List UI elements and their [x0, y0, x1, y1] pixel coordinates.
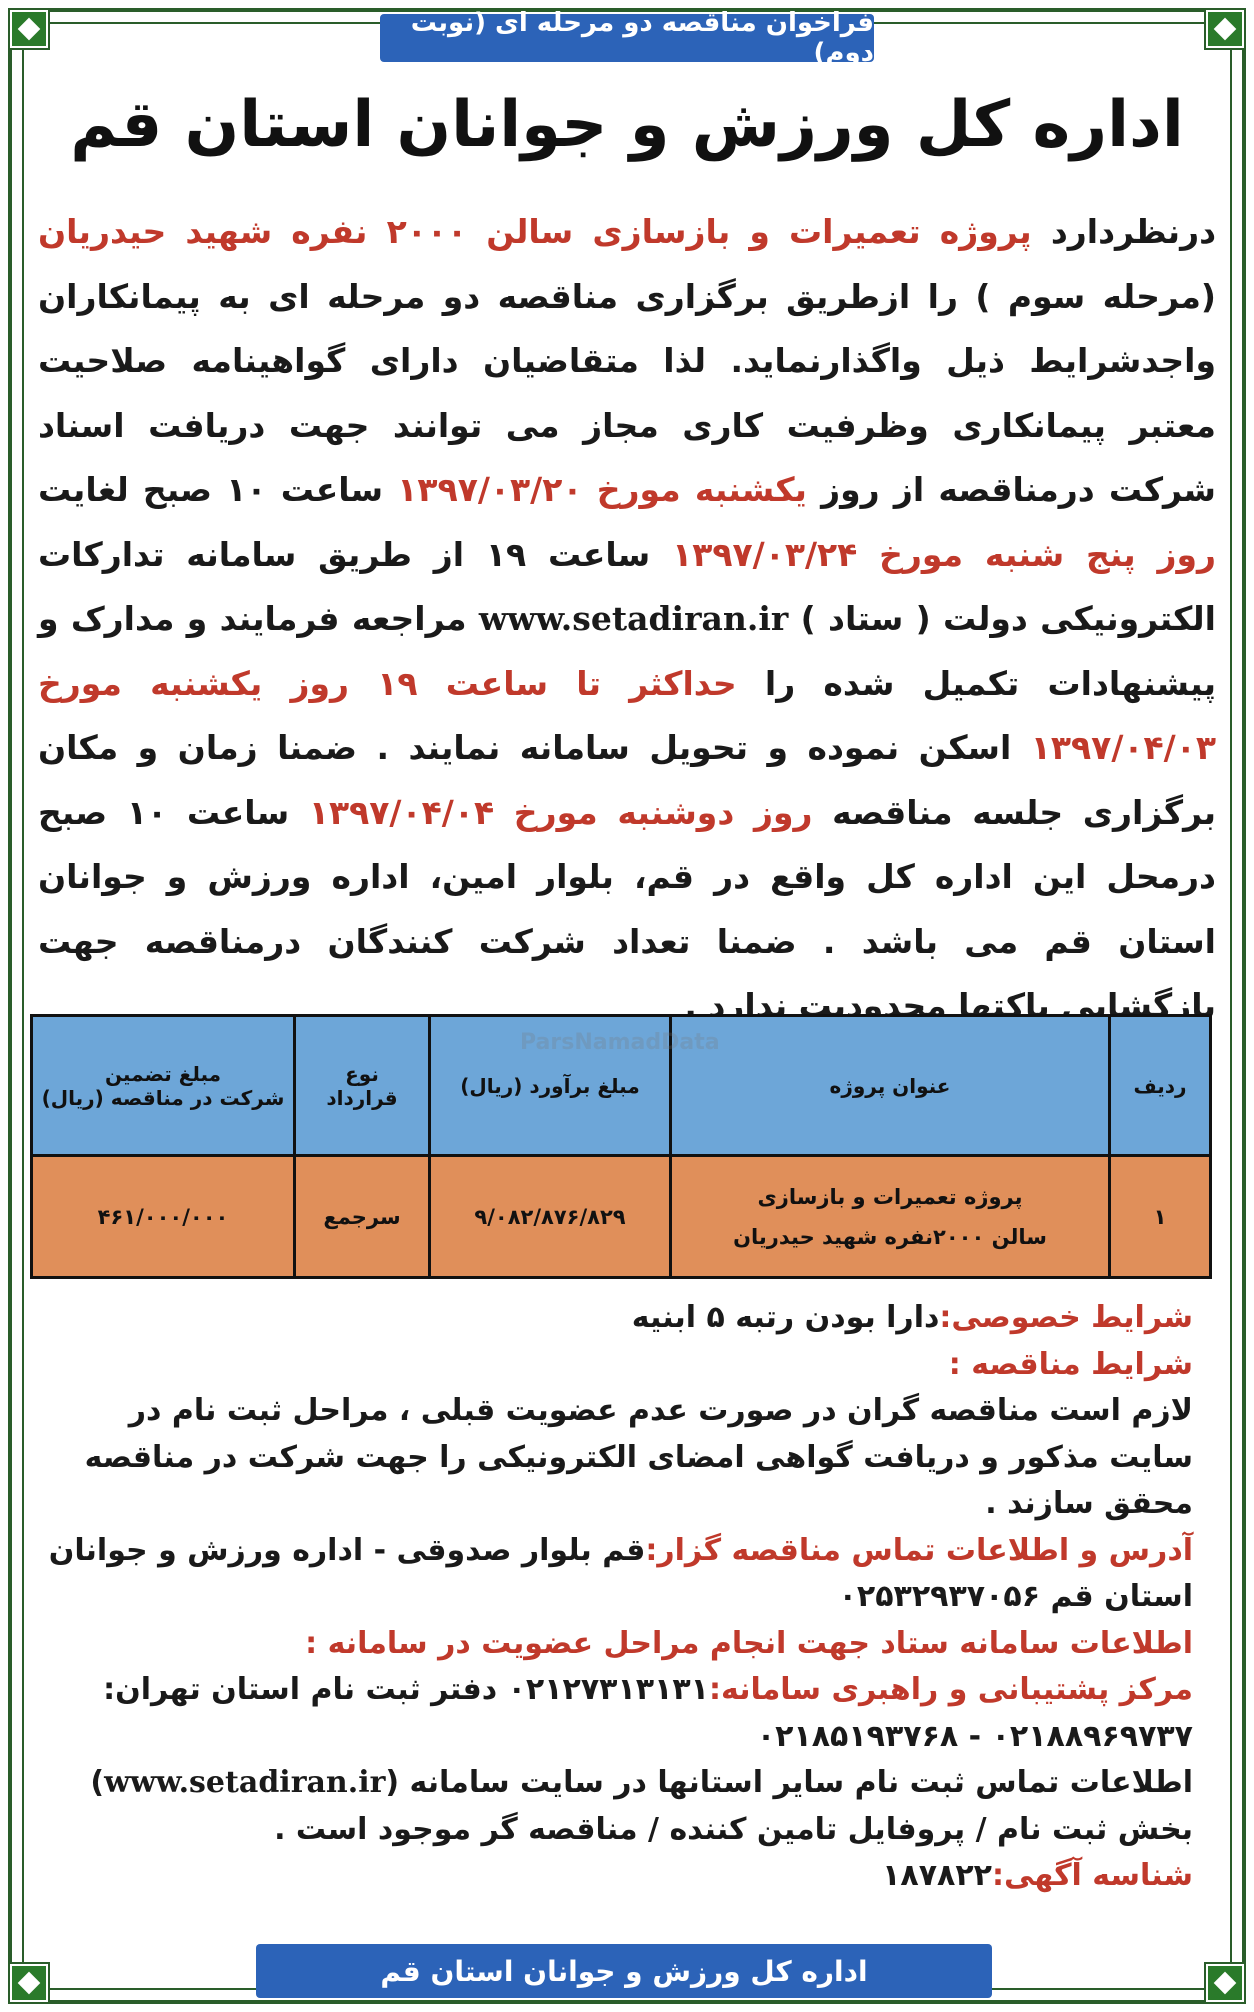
header-contract-type [295, 1016, 430, 1156]
tender-conditions-label: شرایط مناقصه : [948, 1346, 1193, 1382]
special-conditions-label: شرایط خصوصی: [939, 1300, 1193, 1335]
header-contract-type-line2: قرارداد [326, 1085, 398, 1110]
header-project-title: عنوان پروژه [671, 1016, 1110, 1156]
header-estimate: مبلغ برآورد (ریال) [430, 1016, 671, 1156]
page-title: اداره کل ورزش و جوانان استان قم [70, 88, 1184, 162]
top-banner: فراخوان مناقصه دو مرحله ای (نوبت دوم) [380, 14, 874, 62]
header-guarantee-line2: شرکت در مناقصه (ریال) [41, 1085, 285, 1110]
tender-conditions-heading [38, 1342, 1193, 1389]
corner-ornament-icon [1206, 1964, 1244, 2002]
address-text: قم بلوار صدوقی - اداره ورزش و جوانان استان قم ۰۲۵۳۲۹۳۷۰۵۶ [48, 1532, 1193, 1614]
tender-table [30, 1014, 1212, 1279]
setad-info-label: اطلاعات سامانه ستاد جهت انجام مراحل عضویت در سامانه : [305, 1625, 1193, 1661]
start-date: یکشنبه مورخ ۱۳۹۷/۰۳/۲۰ [397, 470, 807, 509]
cell-contract-type: سرجمع [295, 1156, 430, 1278]
project-name: پروژه تعمیرات و بازسازی سالن ۲۰۰۰ نفره شهید حیدریان [38, 212, 1032, 251]
other-provinces-text-b: ) بخش ثبت نام / پروفایل تامین کننده / مناقصه گر موجود است . [90, 1765, 1193, 1847]
body-text-segment: ساعت ۱۰ صبح درمحل این اداره کل واقع در قم، بلوار امین، اداره ورزش و جوانان استان قم می باشد . ضمنا تعداد شرکت کنندگان درمناقصه جهت بازگشایی پاکتها محدودیت ندارد . [38, 792, 1216, 1025]
special-conditions [38, 1295, 1193, 1342]
header-contract-type-line1: نوع [345, 1061, 379, 1086]
ad-id [38, 1853, 1193, 1900]
opening-date: روز دوشنبه مورخ ۱۳۹۷/۰۴/۰۴ [308, 792, 813, 832]
submission-deadline: حداکثر تا ساعت ۱۹ روز یکشنبه مورخ ۱۳۹۷/۰۴/۰۳ [38, 663, 1216, 767]
address-label: آدرس و اطلاعات تماس مناقصه گزار: [645, 1532, 1193, 1568]
body-text-segment: ساعت ۱۹ از طریق سامانه تدارکات الکترونیکی دولت ( ستاد ) [38, 534, 1216, 638]
other-provinces-text-a: اطلاعات تماس ثبت نام سایر استانها در سایت سامانه ( [385, 1765, 1193, 1800]
project-title-line1: پروژه تعمیرات و بازسازی [757, 1184, 1023, 1209]
body-text-segment: (مرحله سوم ) را ازطریق برگزاری مناقصه دو مرحله ای به پیمانکاران واجدشرایط ذیل واگذارنماید. لذا متقاضیان دارای گواهینامه صلاحیت معتبر پیمانکاری وظرفیت کاری مجاز می توانند جهت دریافت اسناد شرکت درمناقصه از روز [38, 276, 1216, 509]
ad-id-value: ۱۸۷۸۲۲ [882, 1858, 992, 1893]
corner-ornament-icon [10, 10, 48, 48]
bottom-banner: اداره کل ورزش و جوانان استان قم [256, 1944, 992, 1998]
address-info [38, 1528, 1193, 1621]
watermark: ParsNamadData [520, 1030, 720, 1055]
body-text-segment: مراجعه فرمایند و مدارک و پیشنهادات تکمیل شده را [38, 599, 1216, 703]
end-date: روز پنج شنبه مورخ ۱۳۹۷/۰۳/۲۴ [672, 534, 1216, 574]
table-row [32, 1156, 1211, 1278]
special-conditions-text: دارا بودن رتبه ۵ ابنیه [631, 1300, 940, 1335]
setad-info-heading [38, 1621, 1193, 1668]
cell-estimate: ۹/۰۸۲/۸۷۶/۸۲۹ [430, 1156, 671, 1278]
support-info [38, 1667, 1193, 1760]
header-guarantee-line1: مبلغ تضمین [104, 1061, 222, 1086]
corner-ornament-icon [1206, 10, 1244, 48]
body-text-segment: اسکن نموده و تحویل سامانه نمایند . ضمنا زمان و مکان برگزاری جلسه مناقصه [38, 728, 1217, 832]
conditions-section [38, 1295, 1193, 1900]
table-header-row [32, 1016, 1211, 1156]
cell-guarantee: ۴۶۱/۰۰۰/۰۰۰ [32, 1156, 295, 1278]
header-row-number: ردیف [1110, 1016, 1211, 1156]
support-text: ۰۲۱۲۷۳۱۳۱۳۱ دفتر ثبت نام استان تهران: ۰۲۱۸۸۹۶۹۷۳۷ - ۰۲۱۸۵۱۹۳۷۶۸ [103, 1672, 1193, 1754]
support-label: مرکز پشتیبانی و راهبری سامانه: [709, 1672, 1193, 1707]
body-text-segment: درنظردارد [1031, 212, 1216, 251]
tender-conditions-text: لازم است مناقصه گران در صورت عدم عضویت قبلی ، مراحل ثبت نام در سایت مذکور و دریافت گواهی امضای الکترونیکی را جهت شرکت در مناقصه محقق سازند . [84, 1393, 1193, 1521]
corner-ornament-icon [10, 1964, 48, 2002]
cell-project-title [671, 1156, 1110, 1278]
cell-row-number: ۱ [1110, 1156, 1211, 1278]
ad-id-label: شناسه آگهی: [991, 1858, 1193, 1893]
other-provinces-info [38, 1760, 1193, 1853]
setad-website-link-2[interactable]: www.setadiran.ir [104, 1765, 386, 1800]
announcement-body [38, 200, 1216, 1039]
header-guarantee [32, 1016, 295, 1156]
setad-website-link[interactable]: www.setadiran.ir [478, 599, 789, 638]
body-text-segment: ساعت ۱۰ صبح لغایت [38, 470, 398, 509]
project-title-line2: سالن ۲۰۰۰نفره شهید حیدریان [733, 1224, 1047, 1249]
